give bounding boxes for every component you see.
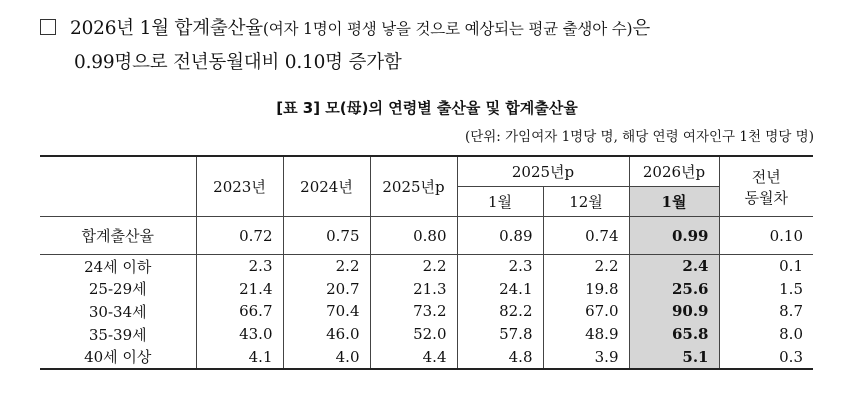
- table-row: [40, 255, 813, 278]
- cell-2023: 43.0: [196, 323, 283, 346]
- cell-2025: 73.2: [370, 300, 457, 323]
- cell-2025: 52.0: [370, 323, 457, 346]
- cell-diff: 0.3: [719, 345, 813, 369]
- bullet-line-2: 0.99명으로 전년동월대비 0.10명 증가함: [74, 52, 402, 73]
- cell-2025-m12: 19.8: [543, 278, 629, 301]
- header-diff-line1: 전년: [751, 167, 781, 186]
- fertility-table: [40, 155, 813, 370]
- cell-2023: 2.3: [196, 255, 283, 278]
- header-empty-cell: [40, 156, 196, 217]
- cell-2024: 70.4: [283, 300, 370, 323]
- cell-2025: 21.3: [370, 278, 457, 301]
- cell-2024: 2.2: [283, 255, 370, 278]
- cell-2026-m1: 25.6: [629, 278, 719, 301]
- cell-2025: 2.2: [370, 255, 457, 278]
- bullet-paren-text: (여자 1명이 평생 낳을 것으로 예상되는 평균 출생아 수): [262, 20, 633, 38]
- cell-2025-m1: 2.3: [457, 255, 543, 278]
- header-2025p-group: 2025년p: [457, 156, 629, 187]
- bullet-end-text: 은: [632, 18, 651, 39]
- cell-2025-m1: 82.2: [457, 300, 543, 323]
- row-label: 35-39세: [88, 325, 147, 344]
- checkbox-bullet-icon: [40, 19, 56, 35]
- table-row: [40, 345, 813, 369]
- cell-diff: 1.5: [719, 278, 813, 301]
- cell-2026-m1: 90.9: [629, 300, 719, 323]
- cell-diff: 0.10: [719, 217, 813, 255]
- cell-2024: 4.0: [283, 345, 370, 369]
- table-unit-note: (단위: 가임여자 1명당 명, 해당 연령 여자인구 1천 명당 명): [464, 129, 814, 145]
- cell-2023: 66.7: [196, 300, 283, 323]
- cell-2024: 46.0: [283, 323, 370, 346]
- cell-2025-m12: 48.9: [543, 323, 629, 346]
- row-label: 30-34세: [88, 302, 147, 321]
- table-row-total: [40, 217, 813, 255]
- header-2023: 2023년: [196, 156, 283, 217]
- cell-2025-m12: 67.0: [543, 300, 629, 323]
- header-2026p: 2026년p: [629, 156, 719, 187]
- cell-2025-m1: 4.8: [457, 345, 543, 369]
- cell-2023: 0.72: [196, 217, 283, 255]
- cell-diff: 8.0: [719, 323, 813, 346]
- cell-2025-m12: 2.2: [543, 255, 629, 278]
- cell-2024: 0.75: [283, 217, 370, 255]
- cell-diff: 0.1: [719, 255, 813, 278]
- header-2025-m12: 12월: [543, 187, 629, 217]
- table-row: [40, 300, 813, 323]
- cell-2025-m12: 3.9: [543, 345, 629, 369]
- cell-2025-m1: 24.1: [457, 278, 543, 301]
- cell-2023: 4.1: [196, 345, 283, 369]
- table-row: [40, 323, 813, 346]
- cell-2023: 21.4: [196, 278, 283, 301]
- bullet-line-1: [40, 14, 650, 40]
- cell-2025-m12: 0.74: [543, 217, 629, 255]
- cell-2026-m1: 0.99: [629, 217, 719, 255]
- header-diff: [719, 156, 813, 217]
- row-label: 40세 이상: [84, 348, 152, 367]
- bullet-main-text: 2026년 1월 합계출산율: [70, 18, 263, 39]
- cell-2024: 20.7: [283, 278, 370, 301]
- row-label: 합계출산율: [40, 217, 196, 255]
- header-2026-m1: 1월: [629, 187, 719, 217]
- cell-diff: 8.7: [719, 300, 813, 323]
- cell-2026-m1: 5.1: [629, 345, 719, 369]
- cell-2025-m1: 57.8: [457, 323, 543, 346]
- cell-2026-m1: 65.8: [629, 323, 719, 346]
- table-caption: [표 3] 모(母)의 연령별 출산율 및 합계출산율: [276, 99, 578, 117]
- cell-2025: 4.4: [370, 345, 457, 369]
- cell-2025: 0.80: [370, 217, 457, 255]
- header-diff-line2: 동월차: [744, 188, 788, 207]
- cell-2025-m1: 0.89: [457, 217, 543, 255]
- cell-2026-m1: 2.4: [629, 255, 719, 278]
- row-label: 25-29세: [88, 280, 147, 299]
- header-2025p: 2025년p: [370, 156, 457, 217]
- header-2024: 2024년: [283, 156, 370, 217]
- row-label: 24세 이하: [84, 257, 152, 276]
- table-row: [40, 278, 813, 301]
- header-2025-m1: 1월: [457, 187, 543, 217]
